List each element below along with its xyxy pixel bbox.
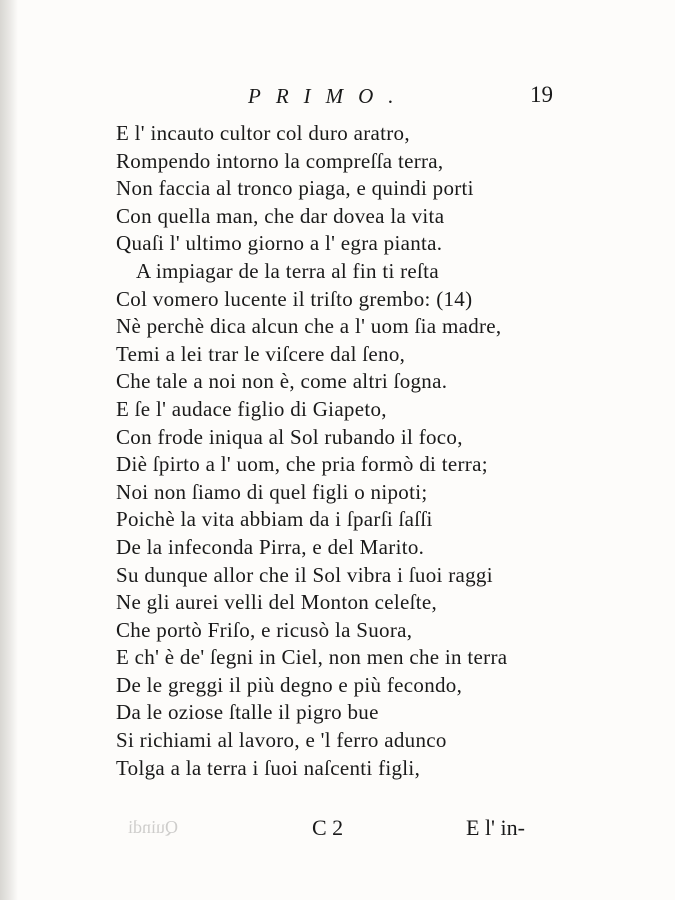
verse-line: E ſe l' audace figlio di Giapeto, (116, 396, 387, 421)
verse-line: Che portò Friſo, e ricusò la Suora, (116, 617, 413, 642)
verse-line: Su dunque allor che il Sol vibra i ſuoi raggi (116, 562, 493, 587)
page-gutter-shadow (0, 0, 18, 900)
verse-line: Non faccia al tronco piaga, e quindi porti (116, 176, 474, 201)
verse-line: A impiagar de la terra al fin ti reſta (136, 258, 439, 283)
verse-line: Con quella man, che dar dovea la vita (116, 203, 445, 228)
verse-line: Quaſi l' ultimo giorno a l' egra pianta. (116, 231, 443, 256)
verse-line: Che tale a noi non è, come altri ſogna. (116, 369, 448, 394)
verse-line: De le greggi il più degno e più fecondo, (116, 672, 463, 697)
page-footer (0, 815, 675, 845)
verse-line: Nè perchè dica alcun che a l' uom ſia madre, (116, 314, 502, 339)
verse-line: Col vomero lucente il triſto grembo: (14) (116, 286, 473, 311)
verse-line: Diè ſpirto a l' uom, che pria formò di terra; (116, 452, 488, 477)
verse-line: E l' incauto cultor col duro aratro, (116, 121, 410, 145)
running-head: PRIMO. (248, 84, 409, 108)
verse-line: De la infeconda Pirra, e del Marito. (116, 534, 425, 559)
verse-line: Si richiami al lavoro, e 'l ferro adunco (116, 728, 447, 753)
verse-line: Da le oziose ſtalle il pigro bue (116, 700, 379, 725)
signature-mark: C 2 (312, 815, 344, 840)
verse-line: Rompendo intorno la compreſſa terra, (116, 148, 444, 173)
verse-line: Tolga a la terra i ſuoi naſcenti figli, (116, 755, 421, 780)
verse-line: Temi a lei trar le viſcere dal ſeno, (116, 341, 406, 366)
catchword: E l' in- (466, 815, 525, 840)
bleed-through-catchword: Quindi (128, 817, 179, 837)
verse-block (116, 120, 566, 782)
verse-line: Noi non ſiamo di quel figli o nipoti; (116, 479, 428, 504)
page-number: 19 (530, 82, 553, 107)
verse-line: E ch' è de' ſegni in Ciel, non men che in terra (116, 645, 508, 670)
verse-line: Con frode iniqua al Sol rubando il foco, (116, 424, 463, 449)
verse-line: Poichè la vita abbiam da i ſparſi ſaſſi (116, 507, 433, 532)
verse-line: Ne gli aurei velli del Monton celeſte, (116, 590, 438, 615)
